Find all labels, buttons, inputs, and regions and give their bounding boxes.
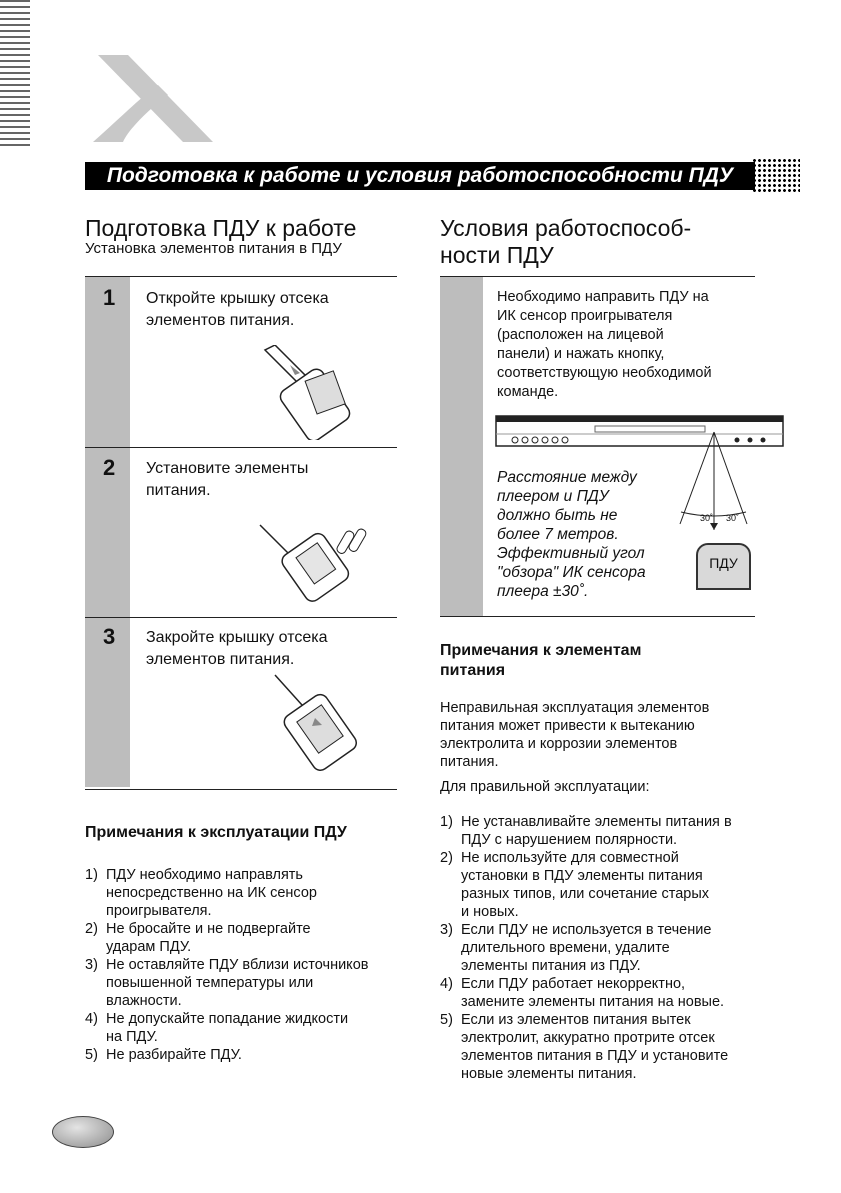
list-item: 1) Не устанавливайте элементы питания в ПДУ с нарушением полярности. (440, 814, 732, 848)
left-heading: Подготовка ПДУ к работе (85, 215, 357, 241)
left-subheading: Установка элементов питания в ПДУ (85, 240, 342, 257)
steps-gray-column (85, 277, 130, 787)
aim-remote-text: Необходимо направить ПДУ на ИК сенсор проигрывателя (расположен на лицевой панели) и нажать кнопку, соответствующую необходимой команде. (497, 289, 712, 400)
remote-open-cover-illustration (255, 345, 365, 440)
battery-notes-list (440, 813, 780, 1083)
step-divider-2 (85, 617, 397, 618)
step-1-text: Откройте крышку отсека элементов питания. (146, 290, 329, 329)
list-item: 2) Не бросайте и не подвергайте ударам ПДУ. (85, 921, 311, 955)
left-notes-list (85, 866, 405, 1064)
angle-right-label: 30˚ (726, 513, 740, 523)
right-box-top-rule (440, 276, 755, 277)
distance-text: Расстояние между плеером и ПДУ должно быть не более 7 метров. Эффективный угол "обзора" ИК сенсора плеера ±30˚. (497, 469, 646, 600)
step-2-text: Установите элементы питания. (146, 460, 309, 499)
step-number-3: 3 (103, 624, 116, 649)
remote-close-cover-illustration (270, 670, 370, 780)
right-heading: Условия работоспособ- ности ПДУ (440, 215, 692, 268)
right-gray-column (440, 277, 483, 616)
step-number-1: 1 (103, 285, 116, 310)
correct-use-label: Для правильной эксплуатации: (440, 779, 650, 795)
battery-notes-title: Примечания к элементам питания (440, 642, 642, 679)
step-3-text: Закройте крышку отсека элементов питания. (146, 629, 328, 668)
list-item: 1) ПДУ необходимо направлять непосредственно на ИК сенсор проигрывателя. (85, 867, 317, 919)
left-notes-title: Примечания к эксплуатации ПДУ (85, 824, 347, 841)
page-number-oval (52, 1116, 114, 1148)
list-item: 4) Не допускайте попадание жидкости на ПДУ. (85, 1011, 349, 1045)
list-item: 5) Если из элементов питания вытек электролит, аккуратно протрите отсек элементов питания в ПДУ и установите новые элементы питания. (440, 1012, 729, 1082)
section-title: Подготовка к работе и условия работоспособности ПДУ (85, 162, 755, 190)
brand-x-logo (88, 50, 228, 145)
right-box-bottom-rule (440, 616, 755, 617)
corner-stripes (0, 0, 30, 150)
step-number-2: 2 (103, 455, 116, 480)
remote-icon: ПДУ (696, 543, 751, 590)
list-item: 3) Не оставляйте ПДУ вблизи источников повышенной температуры или влажности. (85, 957, 369, 1009)
list-item: 4) Если ПДУ работает некорректно, замените элементы питания на новые. (440, 976, 725, 1010)
list-item: 2) Не используйте для совместной установки в ПДУ элементы питания разных типов, или сочетание старых и новых. (440, 850, 709, 920)
list-item: 5) Не разбирайте ПДУ. (85, 1047, 242, 1063)
step-divider-1 (85, 447, 397, 448)
steps-bottom-rule (85, 789, 397, 790)
steps-top-rule (85, 276, 397, 277)
title-dot-pattern (752, 158, 800, 192)
battery-intro: Неправильная эксплуатация элементов питания может привести к вытеканию электролита и коррозии элементов питания. (440, 700, 710, 770)
list-item: 3) Если ПДУ не используется в течение длительного времени, удалите элементы питания из ПДУ. (440, 922, 712, 974)
angle-left-label: 30˚ (700, 513, 714, 523)
remote-batteries-illustration (255, 520, 370, 605)
